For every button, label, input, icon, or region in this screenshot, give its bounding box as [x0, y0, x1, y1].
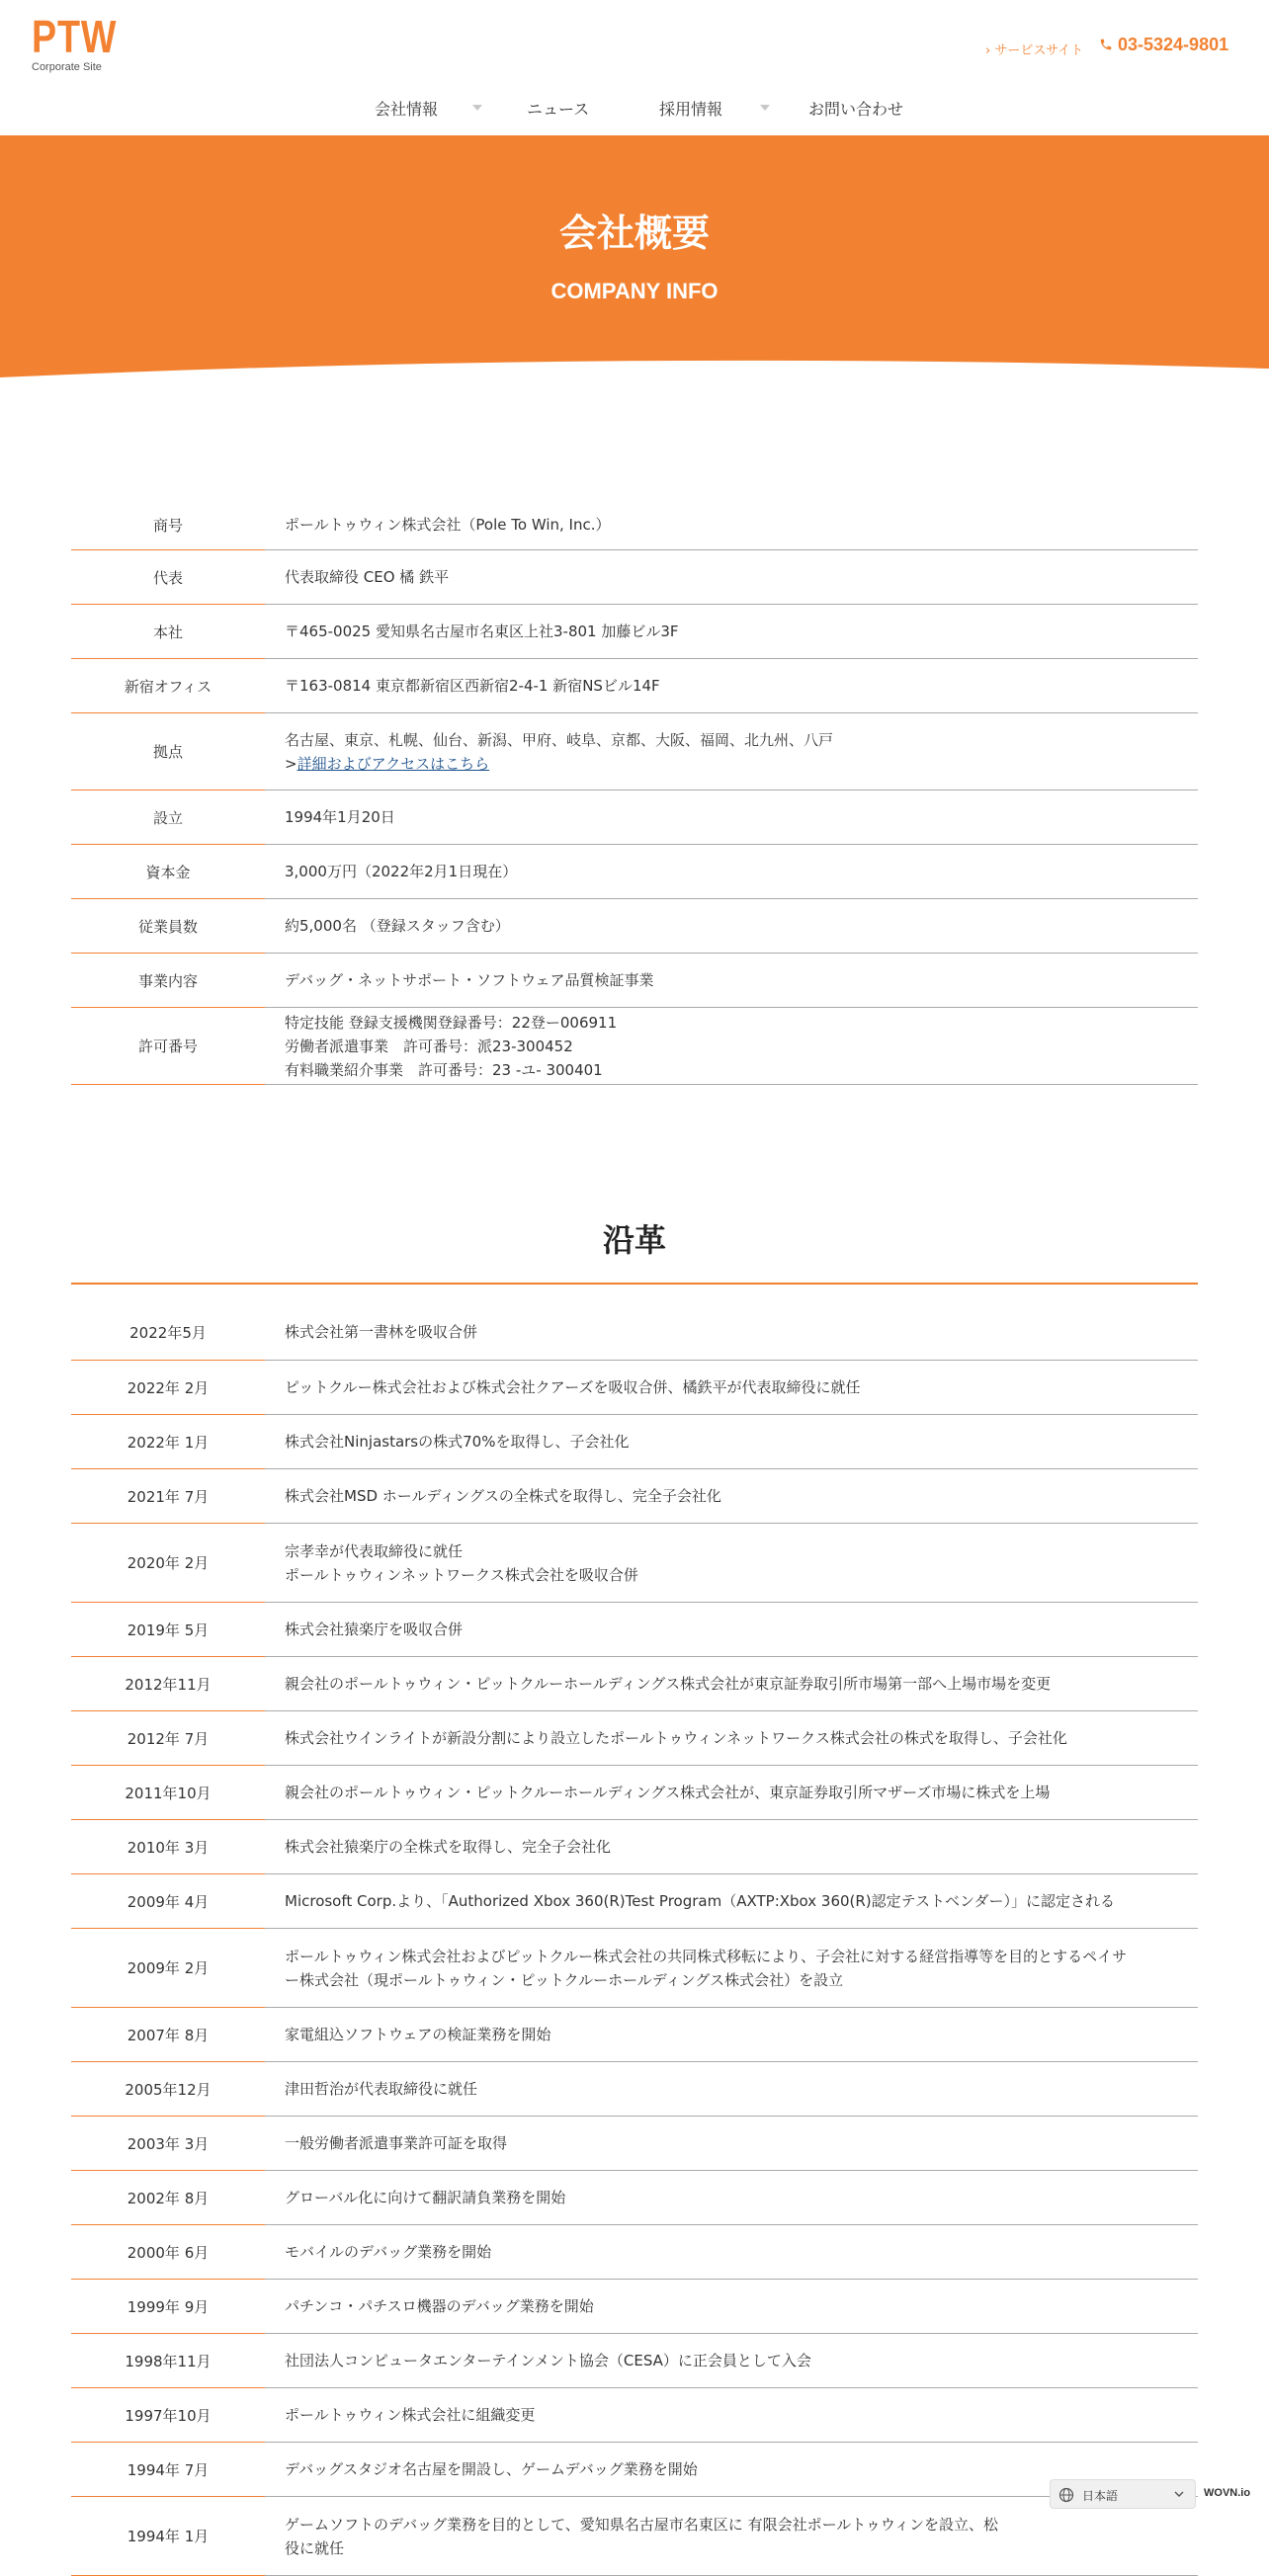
- history-event: [265, 2388, 1198, 2442]
- access-detail-link[interactable]: 詳細およびアクセスはこちら: [296, 754, 490, 773]
- table-row: [71, 1657, 1198, 1711]
- access-detail-link-line: [285, 752, 1198, 776]
- table-row: [71, 1929, 1198, 2008]
- info-value: [265, 845, 1198, 898]
- text-line: 3,000万円（2022年2月1日現在）: [285, 863, 518, 880]
- text-line: 役に就任: [285, 2538, 345, 2557]
- table-row: [71, 2171, 1198, 2225]
- language-label: 日本語: [1082, 2489, 1119, 2503]
- table-row: [71, 1415, 1198, 1469]
- history-event: [265, 2008, 1198, 2061]
- history-date: 1994年 7月: [71, 2443, 265, 2497]
- table-row: [71, 2334, 1198, 2388]
- info-label: 本社: [71, 605, 265, 659]
- page-title: 会社概要: [558, 211, 710, 255]
- nav-item-recruit[interactable]: 採用情報: [659, 100, 723, 119]
- logo-subtitle: Corporate Site: [32, 61, 102, 73]
- nav-item-contact[interactable]: お問い合わせ: [808, 100, 904, 119]
- page-subtitle: COMPANY INFO: [550, 279, 719, 303]
- link-prefix: >: [285, 754, 297, 773]
- table-row: [71, 2225, 1198, 2280]
- table-row: [71, 1469, 1198, 1524]
- text-line: パチンコ・パチスロ機器のデバッグ業務を開始: [285, 2297, 594, 2315]
- service-site-link[interactable]: › サービスサイト: [985, 43, 1084, 58]
- info-label: 拠点: [71, 713, 265, 790]
- history-event: [265, 1603, 1198, 1656]
- table-row: [71, 494, 1198, 550]
- text-line: デバッグスタジオ名古屋を開設し、ゲームデバッグ業務を開始: [285, 2460, 698, 2478]
- info-value: [265, 659, 1198, 712]
- history-date: 2020年 2月: [71, 1524, 265, 1603]
- text-line: デバッグ・ネットサポート・ソフトウェア品質検証事業: [285, 971, 654, 989]
- info-value: [265, 605, 1198, 658]
- info-label: 代表: [71, 550, 265, 605]
- history-date: 2019年 5月: [71, 1603, 265, 1657]
- table-row: [71, 1874, 1198, 1929]
- history-table: [71, 1285, 1198, 2576]
- text-line: 宗孝幸が代表取締役に就任: [285, 1541, 464, 1560]
- table-row: [71, 1820, 1198, 1874]
- history-date: 2007年 8月: [71, 2008, 265, 2062]
- table-row: [71, 2280, 1198, 2334]
- table-row: [71, 845, 1198, 899]
- text-line: 親会社のポールトゥウィン・ピットクルーホールディングス株式会社が東京証券取引所市場第一部へ上場市場を変更: [285, 1675, 1052, 1693]
- text-line: 株式会社第一書林を吸収合併: [285, 1323, 478, 1341]
- info-value: [265, 1008, 1198, 1084]
- history-event: [265, 2117, 1198, 2170]
- history-date: 2022年 2月: [71, 1361, 265, 1415]
- text-line: 社団法人コンピュータエンターテインメント協会（CESA）に正会員として入会: [285, 2352, 811, 2369]
- table-row: [71, 1008, 1198, 1085]
- info-label: 事業内容: [71, 954, 265, 1008]
- text-line: 代表取締役 CEO 橘 鉄平: [285, 568, 450, 586]
- text-line: ポールトゥウィン株式会社（Pole To Win, Inc.）: [285, 516, 611, 534]
- info-label: 許可番号: [71, 1008, 265, 1085]
- phone-number[interactable]: [1099, 35, 1228, 55]
- chevron-down-icon: [1173, 2488, 1185, 2500]
- text-line: ゲームソフトのデバッグ業務を目的として、愛知県名古屋市名東区に 有限会社ポールトゥウィンを設立、松: [285, 2515, 998, 2534]
- history-event: [265, 1711, 1198, 1765]
- history-date: 2002年 8月: [71, 2171, 265, 2225]
- table-row: [71, 550, 1198, 605]
- table-row: [71, 2062, 1198, 2117]
- info-value: [265, 494, 1198, 549]
- history-event: [265, 1820, 1198, 1873]
- text-line: 特定技能 登録支援機関登録番号：22登ー006911: [285, 1013, 618, 1032]
- history-event: [265, 2225, 1198, 2279]
- text-line: 一般労働者派遣事業許可証を取得: [285, 2134, 508, 2152]
- text-line: ピットクルー株式会社および株式会社クアーズを吸収合併、橘鉄平が代表取締役に就任: [285, 1378, 861, 1396]
- history-date: 1999年 9月: [71, 2280, 265, 2334]
- history-event: [265, 1766, 1198, 1819]
- table-row: [71, 659, 1198, 713]
- logo-mark: PTW: [32, 11, 118, 62]
- history-event: [265, 1469, 1198, 1523]
- company-info-table: [71, 494, 1198, 1085]
- history-date: 2022年5月: [71, 1285, 265, 1361]
- history-event: [265, 1285, 1198, 1360]
- table-row: [71, 899, 1198, 954]
- table-row: [71, 2497, 1198, 2576]
- text-line: 約5,000名 （登録スタッフ含む）: [285, 917, 510, 935]
- info-value: [265, 550, 1198, 604]
- chevron-down-icon[interactable]: [760, 105, 770, 111]
- info-label: 資本金: [71, 845, 265, 899]
- info-label: 従業員数: [71, 899, 265, 954]
- site-header: [0, 0, 1269, 135]
- nav-item-news[interactable]: ニュース: [527, 100, 590, 119]
- text-line: 家電組込ソフトウェアの検証業務を開始: [285, 2026, 551, 2043]
- text-line: 〒163-0814 東京都新宿区西新宿2-4-1 新宿NSビル14F: [285, 677, 660, 695]
- info-label: 商号: [71, 494, 265, 550]
- history-event: [265, 1657, 1198, 1710]
- history-date: 1998年11月: [71, 2334, 265, 2388]
- table-row: [71, 2443, 1198, 2497]
- text-line: Microsoft Corp.より、「Authorized Xbox 360(R)Test Program（AXTP:Xbox 360(R)認定テストベンダー）」に認定される: [285, 1892, 1115, 1910]
- history-event: [265, 1415, 1198, 1468]
- history-date: 2011年10月: [71, 1766, 265, 1820]
- chevron-down-icon[interactable]: [472, 105, 482, 111]
- table-row: [71, 1524, 1198, 1603]
- text-line: ポールトゥウィンネットワークス株式会社を吸収合併: [285, 1565, 638, 1584]
- history-event: [265, 2334, 1198, 2387]
- text-line: 株式会社猿楽庁を吸収合併: [285, 1620, 464, 1638]
- table-row: [71, 713, 1198, 790]
- hero-background: [0, 135, 1269, 382]
- text-line: 株式会社MSD ホールディングスの全株式を取得し、完全子会社化: [285, 1487, 721, 1505]
- history-date: 2010年 3月: [71, 1820, 265, 1874]
- hero-banner: [0, 135, 1269, 382]
- text-line: 株式会社Ninjastarsの株式70%を取得し、子会社化: [285, 1433, 630, 1451]
- text-line: 1994年1月20日: [285, 808, 395, 826]
- phone-icon: [1099, 38, 1113, 51]
- history-event: [265, 1524, 1198, 1602]
- history-date: 2005年12月: [71, 2062, 265, 2117]
- main-nav: [0, 91, 1269, 126]
- text-line: 労働者派遣事業 許可番号：派23-300452: [285, 1037, 573, 1055]
- history-date: 2000年 6月: [71, 2225, 265, 2280]
- history-title: 沿革: [602, 1221, 666, 1259]
- table-row: [71, 1361, 1198, 1415]
- phone-text: 03-5324-9801: [1118, 35, 1229, 54]
- history-date: 1994年 1月: [71, 2497, 265, 2576]
- wovn-brand[interactable]: WOVN.io: [1204, 2487, 1251, 2499]
- text-line: グローバル化に向けて翻訳請負業務を開始: [285, 2189, 566, 2206]
- table-row: [71, 954, 1198, 1008]
- text-line: 有料職業紹介事業 許可番号：23 -ユ- 300401: [285, 1060, 603, 1079]
- history-event: [265, 1874, 1198, 1928]
- history-date: 1997年10月: [71, 2388, 265, 2443]
- text-line: 株式会社猿楽庁の全株式を取得し、完全子会社化: [285, 1838, 612, 1856]
- text-line: ー株式会社（現ポールトゥウィン・ピットクルーホールディングス株式会社）を設立: [285, 1970, 844, 1989]
- table-row: [71, 1285, 1198, 1361]
- history-date: 2022年 1月: [71, 1415, 265, 1469]
- nav-item-company[interactable]: 会社情報: [375, 100, 439, 119]
- table-row: [71, 2117, 1198, 2171]
- table-row: [71, 2008, 1198, 2062]
- text-line: ポールトゥウィン株式会社およびピットクルー株式会社の共同株式移転により、子会社に対する経営指導等を目的とするペイサ: [285, 1947, 1128, 1965]
- history-date: 2003年 3月: [71, 2117, 265, 2171]
- table-row: [71, 2388, 1198, 2443]
- globe-icon: [1058, 2487, 1074, 2503]
- history-date: 2012年11月: [71, 1657, 265, 1711]
- history-date: 2009年 2月: [71, 1929, 265, 2008]
- history-event: [265, 1361, 1198, 1414]
- language-selector[interactable]: [1050, 2479, 1196, 2509]
- history-event: [265, 2280, 1198, 2333]
- table-row: [71, 605, 1198, 659]
- info-value: [265, 899, 1198, 953]
- info-value: [265, 790, 1198, 844]
- table-row: [71, 790, 1198, 845]
- text-line: 株式会社ウインライトが新設分割により設立したポールトゥウィンネットワークス株式会社の株式を取得し、子会社化: [285, 1729, 1067, 1747]
- info-label: 設立: [71, 790, 265, 845]
- text-line: モバイルのデバッグ業務を開始: [285, 2243, 492, 2261]
- logo[interactable]: [32, 11, 121, 73]
- table-row: [71, 1711, 1198, 1766]
- info-value: [265, 713, 1198, 789]
- text-line: ポールトゥウィン株式会社に組織変更: [285, 2406, 536, 2424]
- text-line: 〒465-0025 愛知県名古屋市名東区上社3-801 加藤ビル3F: [285, 623, 679, 640]
- table-row: [71, 1603, 1198, 1657]
- history-event: [265, 2171, 1198, 2224]
- history-date: 2021年 7月: [71, 1469, 265, 1524]
- info-label: 新宿オフィス: [71, 659, 265, 713]
- text-line: 津田哲治が代表取締役に就任: [285, 2080, 478, 2098]
- history-event: [265, 2062, 1198, 2116]
- history-event: [265, 1929, 1198, 2007]
- text-line: 親会社のポールトゥウィン・ピットクルーホールディングス株式会社が、東京証券取引所マザーズ市場に株式を上場: [285, 1784, 1051, 1801]
- history-date: 2009年 4月: [71, 1874, 265, 1929]
- text-line: 名古屋、東京、札幌、仙台、新潟、甲府、岐阜、京都、大阪、福岡、北九州、八戸: [285, 730, 834, 749]
- info-value: [265, 954, 1198, 1007]
- table-row: [71, 1766, 1198, 1820]
- history-date: 2012年 7月: [71, 1711, 265, 1766]
